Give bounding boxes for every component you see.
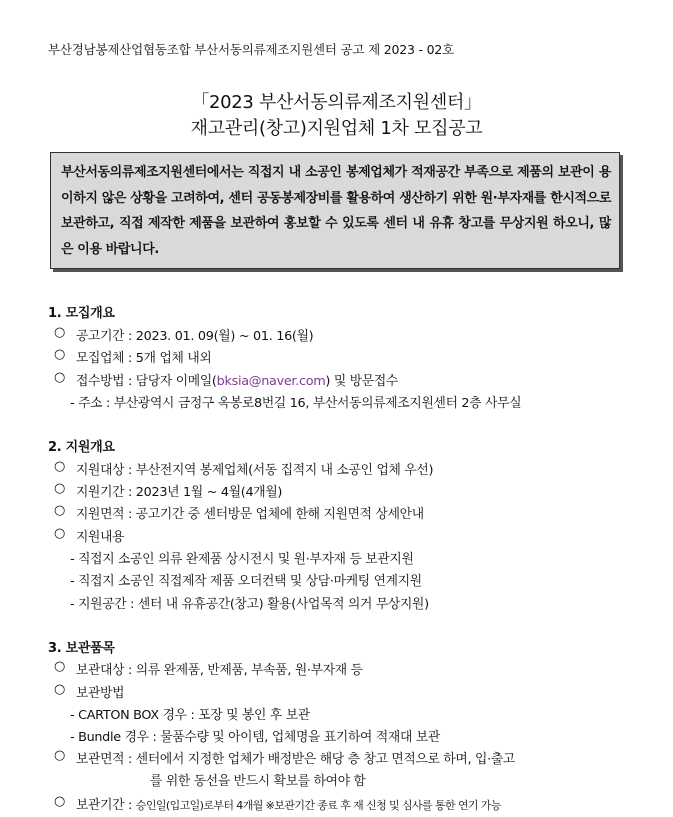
s3-sub2: - Bundle 경우 : 물품수량 및 아이템, 업체명을 표기하여 적재대 보관 [70, 730, 440, 745]
s1-method-prefix: 접수방법 : 담당자 이메일( [76, 374, 217, 389]
title-line-1: 「2023 부산서동의류제조지원센터」 [191, 92, 482, 113]
s2-sub1: - 직접지 소공인 의류 완제품 상시전시 및 원·부자재 등 보관지원 [70, 552, 414, 567]
bullet-circle: ○ [54, 481, 66, 496]
s3-target: 보관대상 : 의류 완제품, 반제품, 부속품, 원·부자재 등 [76, 663, 363, 678]
s3-method: 보관방법 [76, 686, 125, 701]
section1-heading: 1. 모집개요 [48, 306, 115, 321]
s2-area: 지원면적 : 공고기간 중 센터방문 업체에 한해 지원면적 상세안내 [76, 507, 424, 522]
email-link[interactable]: bksia@naver.com [216, 374, 326, 389]
s3-period-prefix: 보관기간 : [76, 798, 136, 813]
s1-count: 모집업체 : 5개 업체 내외 [76, 351, 212, 366]
bullet-circle: ○ [54, 503, 66, 518]
bullet-circle: ○ [54, 526, 66, 541]
notice-header: 부산경남봉제산업협동조합 부산서동의류제조지원센터 공고 제 2023 - 02호 [48, 42, 454, 57]
s2-content: 지원내용 [76, 530, 125, 545]
intro-text: 부산서동의류제조지원센터에서는 직접지 내 소공인 봉제업체가 적재공간 부족으로 제품의 보관이 용이하지 않은 상황을 고려하여, 센터 공동봉제장비를 활용하여 생산하기 위한 원·부자재를 한시적으로 보관하고, 직접 제작한 제품을 보관하여 홍보할 수 있도록 센터 내 유휴 창고를 무상지원 하오니, 많은 이용 바랍니다. [61, 165, 611, 257]
s3-sub1: - CARTON BOX 경우 : 포장 및 봉인 후 보관 [70, 708, 310, 723]
s1-method [76, 370, 398, 389]
s1-method-suffix: ) 및 방문접수 [325, 374, 398, 389]
s3-area-line2: 를 위한 동선을 반드시 확보를 하여야 함 [150, 774, 366, 789]
s2-sub3: - 지원공간 : 센터 내 유휴공간(창고) 활용(사업목적 의거 무상지원) [70, 597, 429, 612]
s3-period [76, 794, 501, 813]
s3-period-note: 승인일(입고일)로부터 4개월 ※보관기간 종료 후 재 신청 및 심사를 통한 연기 가능 [135, 799, 501, 812]
title-line-2: 재고관리(창고)지원업체 1차 모집공고 [190, 118, 483, 139]
bullet-circle: ○ [54, 325, 66, 340]
bullet-circle: ○ [54, 370, 66, 385]
section3-heading: 3. 보관품목 [48, 641, 115, 656]
s3-area-line1: 보관면적 : 센터에서 지정한 업체가 배정받은 해당 층 창고 면적으로 하며, 입·출고 [76, 752, 515, 767]
section2-heading: 2. 지원개요 [48, 440, 115, 455]
bullet-circle: ○ [54, 794, 66, 809]
s1-address: - 주소 : 부산광역시 금정구 옥봉로8번길 16, 부산서동의류제조지원센터 2층 사무실 [70, 396, 522, 411]
s2-sub2: - 직접지 소공인 직접제작 제품 오더컨택 및 상담·마케팅 연계지원 [70, 574, 422, 589]
s2-period: 지원기간 : 2023년 1월 ~ 4월(4개월) [76, 485, 283, 500]
bullet-circle: ○ [54, 347, 66, 362]
bullet-circle: ○ [54, 659, 66, 674]
intro-box [50, 152, 620, 269]
bullet-circle: ○ [54, 748, 66, 763]
bullet-circle: ○ [54, 459, 66, 474]
bullet-circle: ○ [54, 682, 66, 697]
s1-period: 공고기간 : 2023. 01. 09(월) ~ 01. 16(월) [76, 329, 314, 344]
s2-target: 지원대상 : 부산전지역 봉제업체(서동 집적지 내 소공인 업체 우선) [76, 463, 434, 478]
